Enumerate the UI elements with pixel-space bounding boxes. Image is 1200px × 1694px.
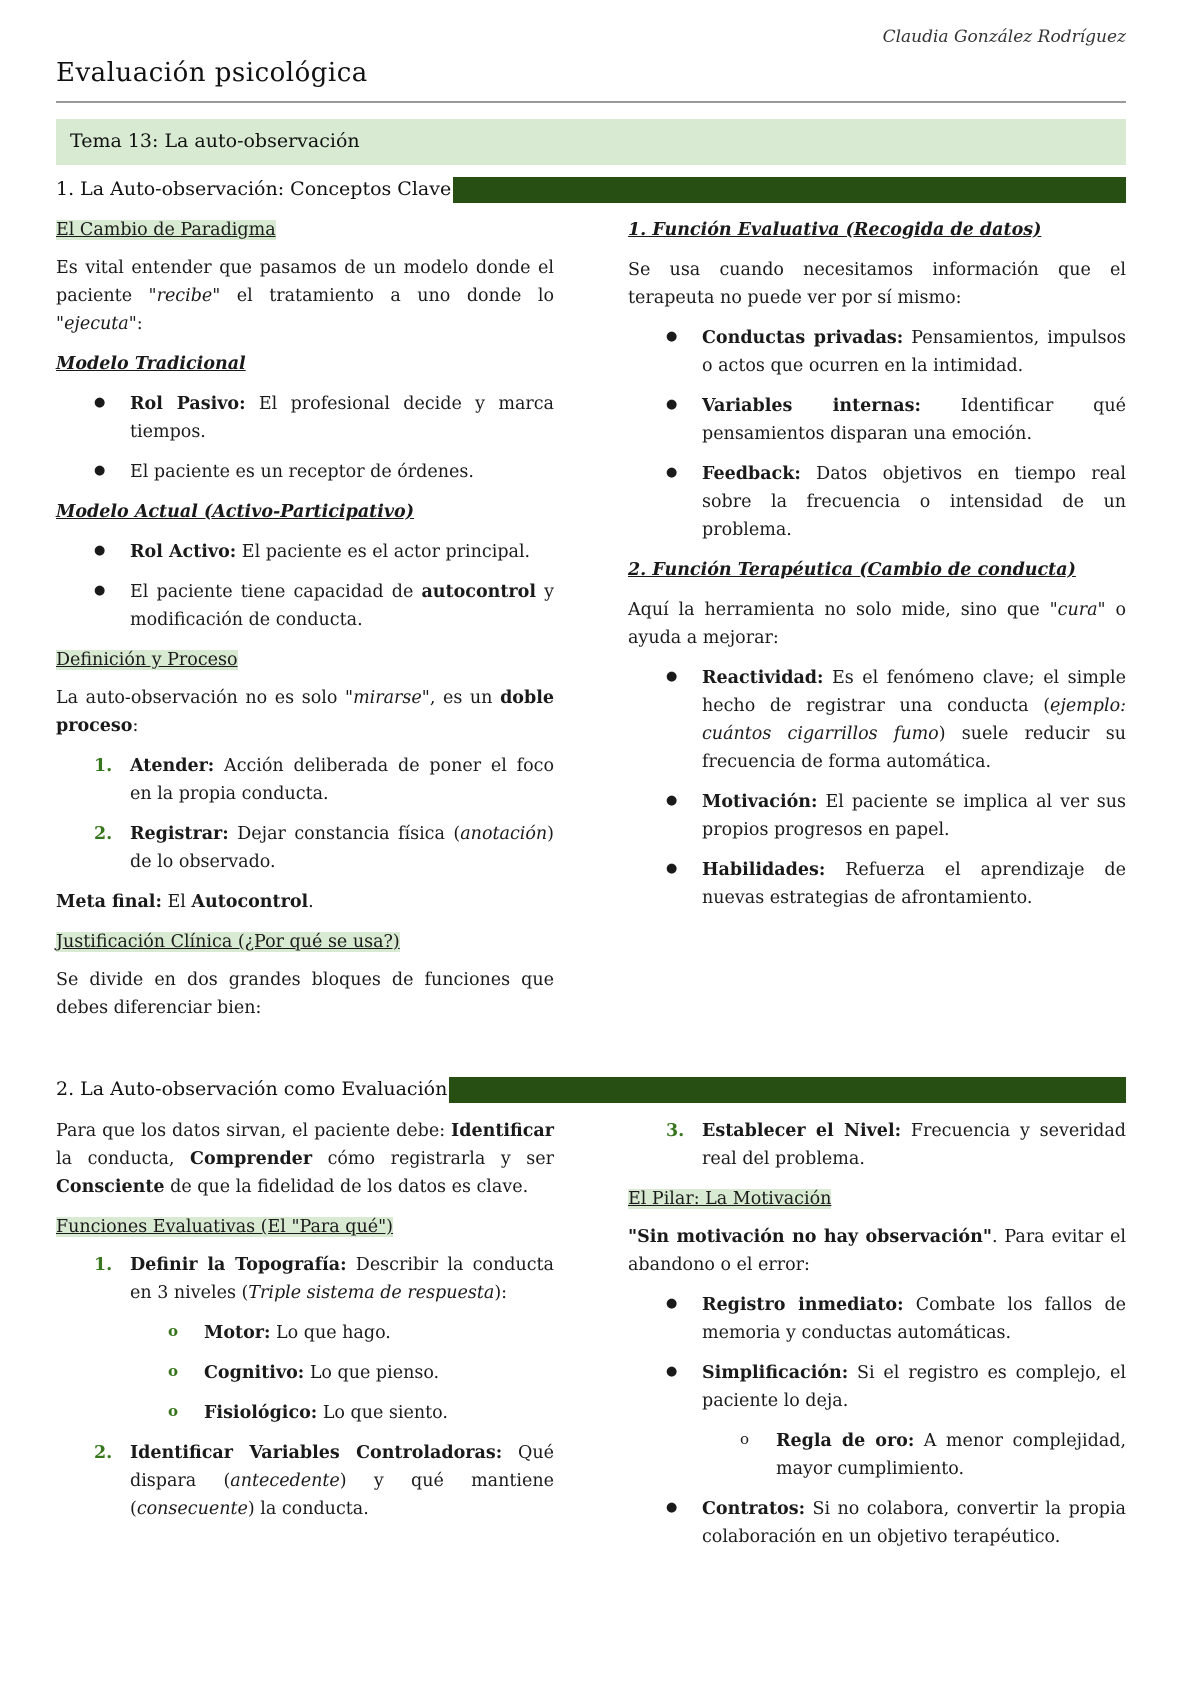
topic-banner [56, 119, 1126, 165]
subheading-funciones: Funciones Evaluativas (El "Para qué") [56, 1217, 393, 1237]
bullet-icon: ● [666, 1500, 678, 1515]
list-item: 2. Registrar: Dejar constancia física (anotación) de lo observado. [94, 824, 554, 872]
list-item: ● El paciente tiene capacidad de autocontrol y modificación de conducta. [94, 582, 555, 630]
actual-list [56, 538, 554, 634]
list-item: ● El paciente es un receptor de órdenes. [94, 462, 474, 482]
list-item: ● Registro inmediato: Combate los fallos de memoria y conductas automáticas. [666, 1295, 1126, 1343]
subheading-actual: Modelo Actual (Activo-Participativo) [56, 502, 415, 522]
bullet-icon: ● [666, 329, 678, 344]
subheading-cambio: El Cambio de Paradigma [56, 220, 276, 240]
list-item: ● Variables internas: Identificar qué pensamientos disparan una emoción. [666, 396, 1126, 444]
list-item: ● Rol Activo: El paciente es el actor principal. [94, 542, 531, 562]
list-item: 2. Identificar Variables Controladoras: Qué dispara (antecedente) y qué mantiene (consecuente) la conducta. [94, 1443, 554, 1519]
pilar-list [628, 1291, 1126, 1551]
cambio-paragraph: Es vital entender que pasamos de un modelo donde el paciente "recibe" el tratamiento a uno donde lo "ejecuta": [56, 258, 554, 334]
bullet-icon: ● [666, 1364, 678, 1379]
bullet-icon: ● [666, 793, 678, 808]
evaluativa-paragraph: Se usa cuando necesitamos información que el terapeuta no puede ver por sí mismo: [628, 260, 1126, 308]
bullet-icon: ● [94, 463, 106, 478]
list-item: ● Contratos: Si no colabora, convertir la propia colaboración en un objetivo terapéutico. [666, 1499, 1126, 1547]
section-1-left-column [56, 216, 554, 1034]
list-item: ● Feedback: Datos objetivos en tiempo real sobre la frecuencia o intensidad de un problema. [666, 464, 1126, 540]
list-item: 1. Atender: Acción deliberada de poner el foco en la propia conducta. [94, 756, 554, 804]
list-item: 1. Definir la Topografía: Describir la conducta en 3 niveles (Triple sistema de respuesta): o Motor: Lo que hago. o Cognitivo: Lo que pienso. o Fisiológico: Lo que siento. [56, 1251, 554, 1427]
bullet-icon: ● [94, 395, 106, 410]
circle-bullet-icon: o [168, 1362, 179, 1380]
list-item: o Regla de oro: A menor complejidad, mayor cumplimiento. [702, 1427, 1126, 1483]
bullet-icon: ● [666, 465, 678, 480]
title-divider [56, 101, 1126, 103]
pilar-paragraph: "Sin motivación no hay observación". Para evitar el abandono o el error: [628, 1227, 1126, 1275]
subheading-justificacion: Justificación Clínica (¿Por qué se usa?) [56, 932, 400, 952]
section-2-right-column [628, 1117, 1126, 1563]
bullet-icon: ● [666, 397, 678, 412]
meta-final: Meta final: El Autocontrol. [56, 892, 314, 912]
list-item: 3. Establecer el Nivel: Frecuencia y severidad real del problema. [666, 1121, 1126, 1169]
subheading-tradicional: Modelo Tradicional [56, 354, 246, 374]
section-2-title: 2. La Auto-observación como Evaluación [56, 1078, 448, 1100]
list-item: o Motor: Lo que hago. [130, 1319, 554, 1347]
topic-title: Tema 13: La auto-observación [70, 130, 360, 152]
author-name: Claudia González Rodríguez [882, 27, 1126, 47]
list-item: ● Simplificación: Si el registro es complejo, el paciente lo deja. o Regla de oro: A menor complejidad, mayor cumplimiento. [628, 1359, 1126, 1483]
terapeutica-list [628, 664, 1126, 912]
section-2-accent-bar [449, 1077, 1126, 1103]
tradicional-list [56, 390, 554, 486]
bullet-icon: ● [94, 583, 106, 598]
section-2-left-column [56, 1117, 554, 1535]
section-1-right-column [628, 216, 1126, 924]
section-2-heading [56, 1077, 1126, 1103]
list-item: ● Rol Pasivo: El profesional decide y marca tiempos. [94, 394, 554, 442]
section-2-intro: Para que los datos sirvan, el paciente debe: Identificar la conducta, Comprender cómo registrarla y ser Consciente de que la fidelidad de los datos es clave. [56, 1121, 554, 1197]
subheading-definicion: Definición y Proceso [56, 650, 238, 670]
proceso-list [56, 752, 554, 876]
section-1-heading [56, 177, 1126, 203]
circle-bullet-icon: o [740, 1430, 750, 1448]
document-title: Evaluación psicológica [56, 58, 368, 88]
subheading-evaluativa: 1. Función Evaluativa (Recogida de datos) [628, 220, 1042, 240]
list-item: ● Habilidades: Refuerza el aprendizaje de nuevas estrategias de afrontamiento. [666, 860, 1126, 908]
triple-system-list [130, 1319, 554, 1427]
evaluativa-list [628, 324, 1126, 544]
list-item: ● Motivación: El paciente se implica al ver sus propios progresos en papel. [666, 792, 1126, 840]
justificacion-paragraph: Se divide en dos grandes bloques de funciones que debes diferenciar bien: [56, 970, 554, 1018]
terapeutica-paragraph: Aquí la herramienta no solo mide, sino que "cura" o ayuda a mejorar: [628, 600, 1126, 648]
bullet-icon: ● [94, 543, 106, 558]
list-item: o Fisiológico: Lo que siento. [130, 1399, 554, 1427]
subheading-terapeutica: 2. Función Terapéutica (Cambio de conducta) [628, 560, 1076, 580]
circle-bullet-icon: o [168, 1322, 179, 1340]
list-item: o Cognitivo: Lo que pienso. [130, 1359, 554, 1387]
bullet-icon: ● [666, 861, 678, 876]
subheading-pilar: El Pilar: La Motivación [628, 1189, 832, 1209]
list-item: ● Reactividad: Es el fenómeno clave; el simple hecho de registrar una conducta (ejemplo: cuántos cigarrillos fumo) suele reducir su frecuencia de forma automática. [666, 668, 1126, 772]
regla-list [702, 1427, 1126, 1483]
circle-bullet-icon: o [168, 1402, 179, 1420]
nivel-list [628, 1117, 1126, 1173]
bullet-icon: ● [666, 1296, 678, 1311]
definicion-paragraph: La auto-observación no es solo "mirarse", es un doble proceso: [56, 688, 554, 736]
section-1-title: 1. La Auto-observación: Conceptos Clave [56, 178, 452, 200]
section-1-accent-bar [453, 177, 1126, 203]
funciones-list [56, 1251, 554, 1523]
bullet-icon: ● [666, 669, 678, 684]
list-item: ● Conductas privadas: Pensamientos, impulsos o actos que ocurren en la intimidad. [666, 328, 1126, 376]
